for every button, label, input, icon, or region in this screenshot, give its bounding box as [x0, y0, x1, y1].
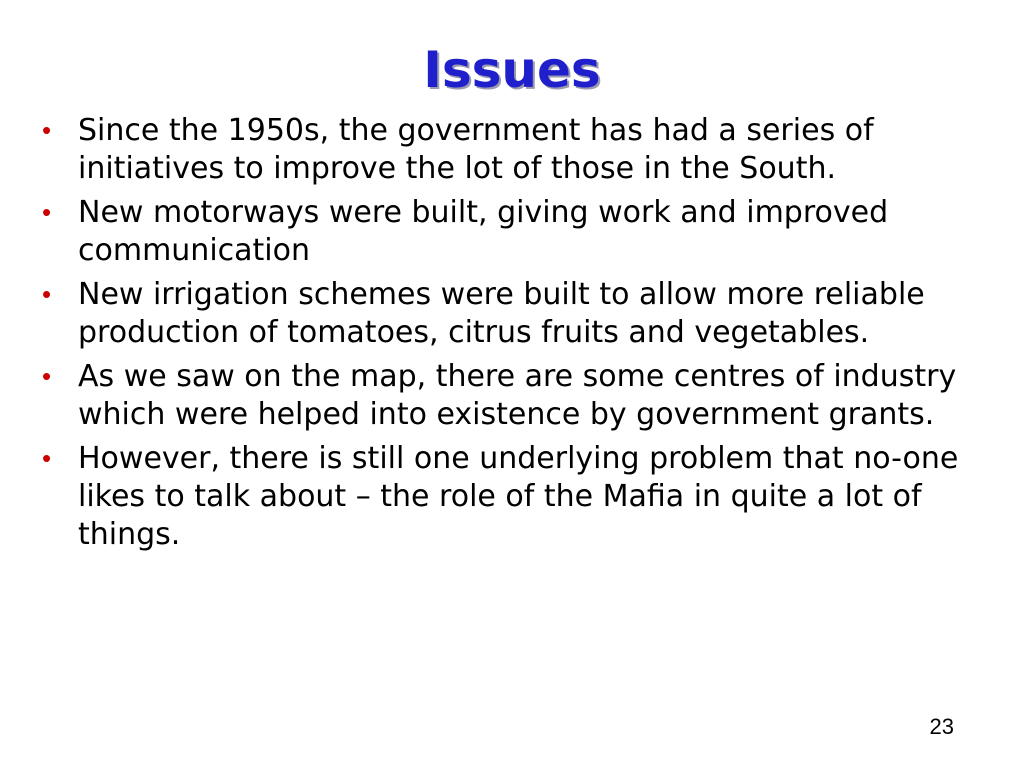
bullet-text: New motorways were built, giving work and improved communication	[78, 195, 889, 268]
slide-title: Issues	[423, 41, 601, 99]
page-number: 23	[929, 714, 954, 739]
bullet-list	[40, 112, 1005, 560]
bullet-item	[40, 440, 1005, 554]
bullet-text: However, there is still one underlying problem that no-one likes to talk about – the role of the Mafia in quite a lot of things.	[78, 441, 959, 552]
bullet-point-icon: •	[42, 443, 52, 473]
bullet-text: Since the 1950s, the government has had a series of initiatives to improve the lot of those in the South.	[78, 113, 874, 186]
bullet-point-icon: •	[42, 115, 52, 145]
bullet-point-icon: •	[42, 197, 52, 227]
bullet-item	[40, 276, 1005, 352]
bullet-text: New irrigation schemes were built to allow more reliable production of tomatoes, citrus fruits and vegetables.	[78, 277, 925, 350]
bullet-text: As we saw on the map, there are some centres of industry which were helped into existence by government grants.	[78, 359, 957, 432]
bullet-point-icon: •	[42, 361, 52, 391]
bullet-item	[40, 194, 1005, 270]
bullet-point-icon: •	[42, 279, 52, 309]
bullet-item	[40, 358, 1005, 434]
bullet-item	[40, 112, 1005, 188]
